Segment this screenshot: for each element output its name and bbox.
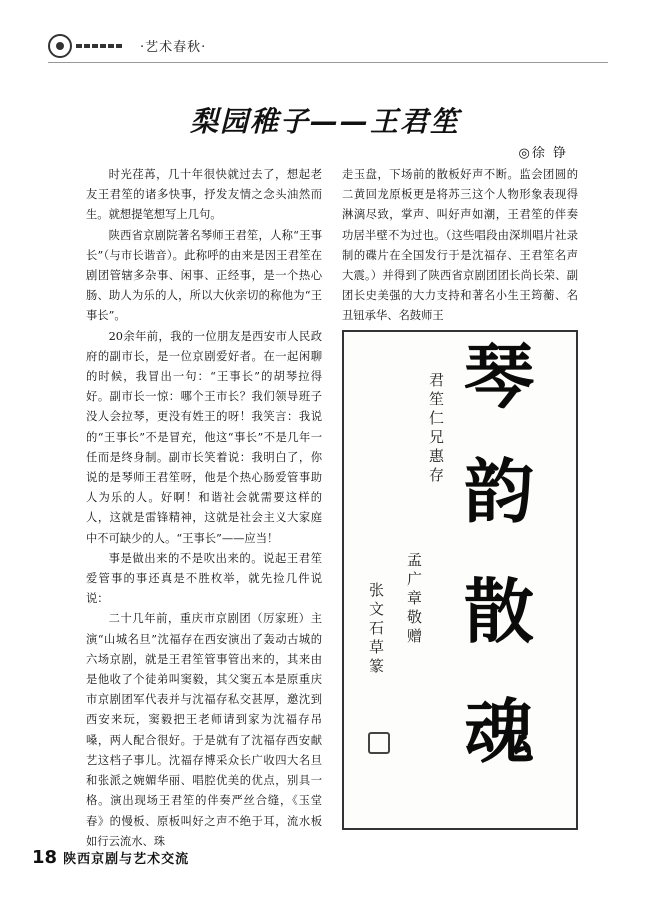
seal-stamp-icon — [368, 732, 390, 754]
calligraphy-dedication: 君笙仁兄惠存 — [427, 372, 445, 486]
calligraphy-char: 韵 — [464, 450, 534, 533]
calligraphy-signature: 张文石草篆 — [367, 582, 385, 677]
paragraph: 时光荏苒，几十年很快就过去了，想起老友王君笙的诸多快事，抒发友情之念头油然而生。就想提笔想写上几句。 — [86, 168, 322, 222]
page-number: 18 — [32, 846, 58, 868]
paragraph: 陕西省京剧院著名琴师王君笙，人称“王事长”（与市长谐音）。此称呼的由来是因王君笙在剧团管辖多杂事、闲事、正经事，是一个热心肠、助人为乐的人，所以大伙亲切的称他为“王事长”。 — [86, 228, 322, 323]
left-column — [86, 165, 322, 852]
paragraph: 走玉盘，下场前的散板好声不断。监会团圆的二黄回龙原板更是将苏三这个人物形象表现得淋漓尽致，掌声、叫好声如潮，王君笙的伴奏功居半壁不为过也。（这些唱段由深圳唱片社录制的碟片在全国发行于是沈福存、王君笙名声大震。）并得到了陕西省京剧团团长尚长荣、副团长史美强的大力支持和著名小生王筠蘅、名丑钮承华、名鼓师王 — [342, 168, 578, 323]
calligraphy-char: 魂 — [464, 690, 534, 773]
emblem-icon — [48, 34, 72, 58]
calligraphy-char: 琴 — [464, 335, 534, 418]
section-label: ·艺术春秋· — [140, 40, 207, 55]
header-divider — [48, 62, 608, 63]
paragraph: 事是做出来的不是吹出来的。说起王君笙爱管事的事还真是不胜枚举，就先捡几件说说： — [86, 551, 322, 606]
section-header — [0, 30, 650, 66]
paragraph: 20余年前，我的一位朋友是西安市人民政府的副市长，是一位京剧爱好者。在一起闲聊的时候，我冒出一句：“王事长”的胡琴拉得好。副市长一惊：哪个王市长？我们领导班子没人会拉琴，更没有姓王的呀！我笑言：我说的“王事长”不是冒充，他这“事长”不是几年一任而是终身制。副市长笑着说：我明白了，你说的是琴师王君笙呀，他是个热心肠爱管事助人为乐的人。好啊！和谐社会就需要这样的人，这就是雷锋精神，这就是社会主义大家庭中不可缺少的人。“王事长”——应当！ — [86, 329, 322, 545]
article-author: ◎徐 铮 — [518, 146, 568, 161]
calligraphy-image — [342, 330, 578, 830]
header-decoration-bar — [76, 44, 124, 48]
page-footer — [32, 846, 189, 868]
journal-name: 陕西京剧与艺术交流 — [63, 851, 190, 867]
right-column — [342, 165, 578, 327]
paragraph: 二十几年前，重庆市京剧团（厉家班）主演“山城名旦”沈福存在西安演出了轰动古城的六场京剧，就是王君笙管事管出来的，其来由是他收了个徒弟叫窦毅，其父窦五本是原重庆市京剧团军代表并与沈福存私交甚厚，邀沈到西安来玩，窦毅把王老师请到家为沈福存吊嗓，两人配合很好。于是就有了沈福存西安献艺这档子事儿。沈福存博采众长广收四大名旦和张派之婉媚华丽、唱腔优美的优点，别具一格。演出现场王君笙的伴奏严丝合缝，《玉堂春》的慢板、原板叫好之声不绝于耳，流水板如行云流水、珠 — [86, 612, 322, 848]
calligraphy-char: 散 — [464, 570, 534, 653]
calligraphy-signature: 孟广章敬赠 — [405, 552, 423, 647]
article-title: 梨园稚子——王君笙 — [189, 105, 460, 138]
